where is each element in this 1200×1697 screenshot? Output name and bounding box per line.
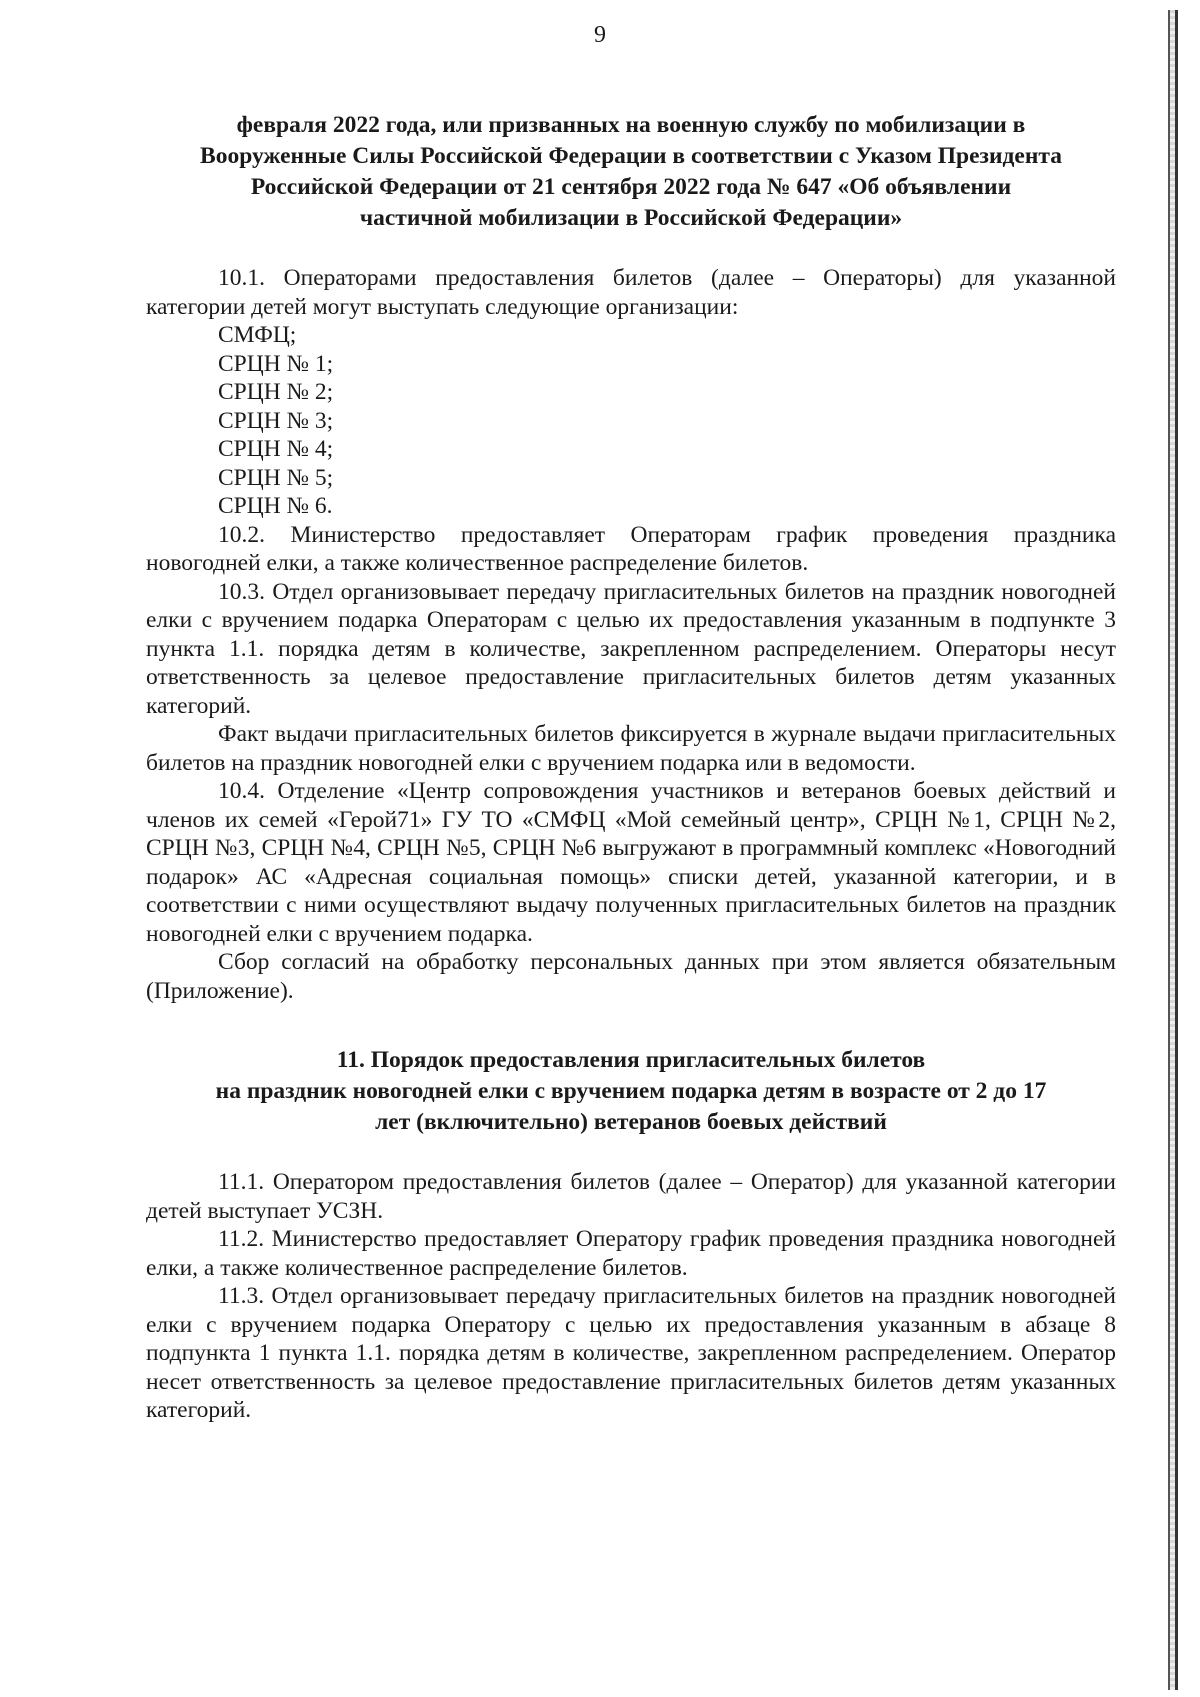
- heading-line: 11. Порядок предоставления пригласительных билетов: [336, 1047, 926, 1073]
- paragraph-10-4: 10.4. Отделение «Центр сопровождения участников и ветеранов боевых действий и членов их семей «Герой71» ГУ ТО «СМФЦ «Мой семейный центр», СРЦН №1, СРЦН №2, СРЦН №3, СРЦН №4, СРЦН №5, СРЦН №6 выгружают в программный комплекс «Новогодний подарок» АС «Адресная социальная помощь» списки детей, указанной категории, и в соответствии с ними осуществляют выдачу полученных пригласительных билетов на праздник новогодней елки с вручением подарка.: [146, 778, 1116, 947]
- heading-line: Вооруженные Силы Российской Федерации в соответствии с Указом Президента: [200, 143, 1062, 169]
- heading-line: частичной мобилизации в Российской Федерации»: [359, 205, 903, 231]
- section-10-heading: [146, 110, 1116, 234]
- operators-list: [146, 321, 1116, 521]
- list-item: СРЦН № 1;: [218, 350, 334, 377]
- list-item: СРЦН № 5;: [218, 464, 334, 491]
- list-item: СРЦН № 2;: [218, 379, 334, 405]
- scan-edge-border: [1168, 10, 1178, 1690]
- heading-line: февраля 2022 года, или призванных на военную службу по мобилизации в: [236, 112, 1026, 138]
- document-body: [146, 110, 1116, 1425]
- paragraph-11-1: 11.1. Оператором предоставления билетов (далее – Оператор) для указанной категории детей выступает УСЗН.: [146, 1169, 1116, 1224]
- paragraph-10-1: 10.1. Операторами предоставления билетов (далее – Операторы) для указанной категории детей могут выступать следующие организации:: [146, 265, 1116, 320]
- section-11-heading: [146, 1045, 1116, 1138]
- list-item: СРЦН № 6.: [218, 493, 333, 519]
- list-item: СРЦН № 4;: [218, 436, 334, 462]
- paragraph-11-2: 11.2. Министерство предоставляет Оператору график проведения праздника новогодней елки, а также количественное распределение билетов.: [146, 1226, 1116, 1281]
- paragraph-10-3-fact: Факт выдачи пригласительных билетов фиксируется в журнале выдачи пригласительных билетов на праздник новогодней елки с вручением подарка или в ведомости.: [146, 721, 1116, 776]
- heading-line: Российской Федерации от 21 сентября 2022 года № 647 «Об объявлении: [250, 174, 1012, 200]
- heading-line: на праздник новогодней елки с вручением подарка детям в возрасте от 2 до 17: [215, 1078, 1047, 1104]
- list-item: СМФЦ;: [218, 322, 297, 348]
- paragraph-10-4-consent: Сбор согласий на обработку персональных данных при этом является обязательным (Приложение).: [146, 949, 1116, 1004]
- list-item: СРЦН № 3;: [218, 407, 334, 434]
- heading-line: лет (включительно) ветеранов боевых действий: [375, 1109, 887, 1135]
- paragraph-10-3: 10.3. Отдел организовывает передачу пригласительных билетов на праздник новогодней елки с вручением подарка Операторам с целью их предоставления указанным в подпункте 3 пункта 1.1. порядка детям в количестве, закрепленном распределением. Операторы несут ответственность за целевое предоставление пригласительных билетов детям указанных категорий.: [146, 578, 1116, 719]
- paragraph-11-3: 11.3. Отдел организовывает передачу пригласительных билетов на праздник новогодней елки с вручением подарка Оператору с целью их предоставления указанным в абзаце 8 подпункта 1 пункта 1.1. порядка детям в количестве, закрепленном распределением. Оператор несет ответственность за целевое предоставление пригласительных билетов детям указанных категорий.: [146, 1283, 1116, 1423]
- paragraph-10-2: 10.2. Министерство предоставляет Операторам график проведения праздника новогодней елки, а также количественное распределение билетов.: [146, 521, 1116, 576]
- page-number: 9: [594, 22, 606, 48]
